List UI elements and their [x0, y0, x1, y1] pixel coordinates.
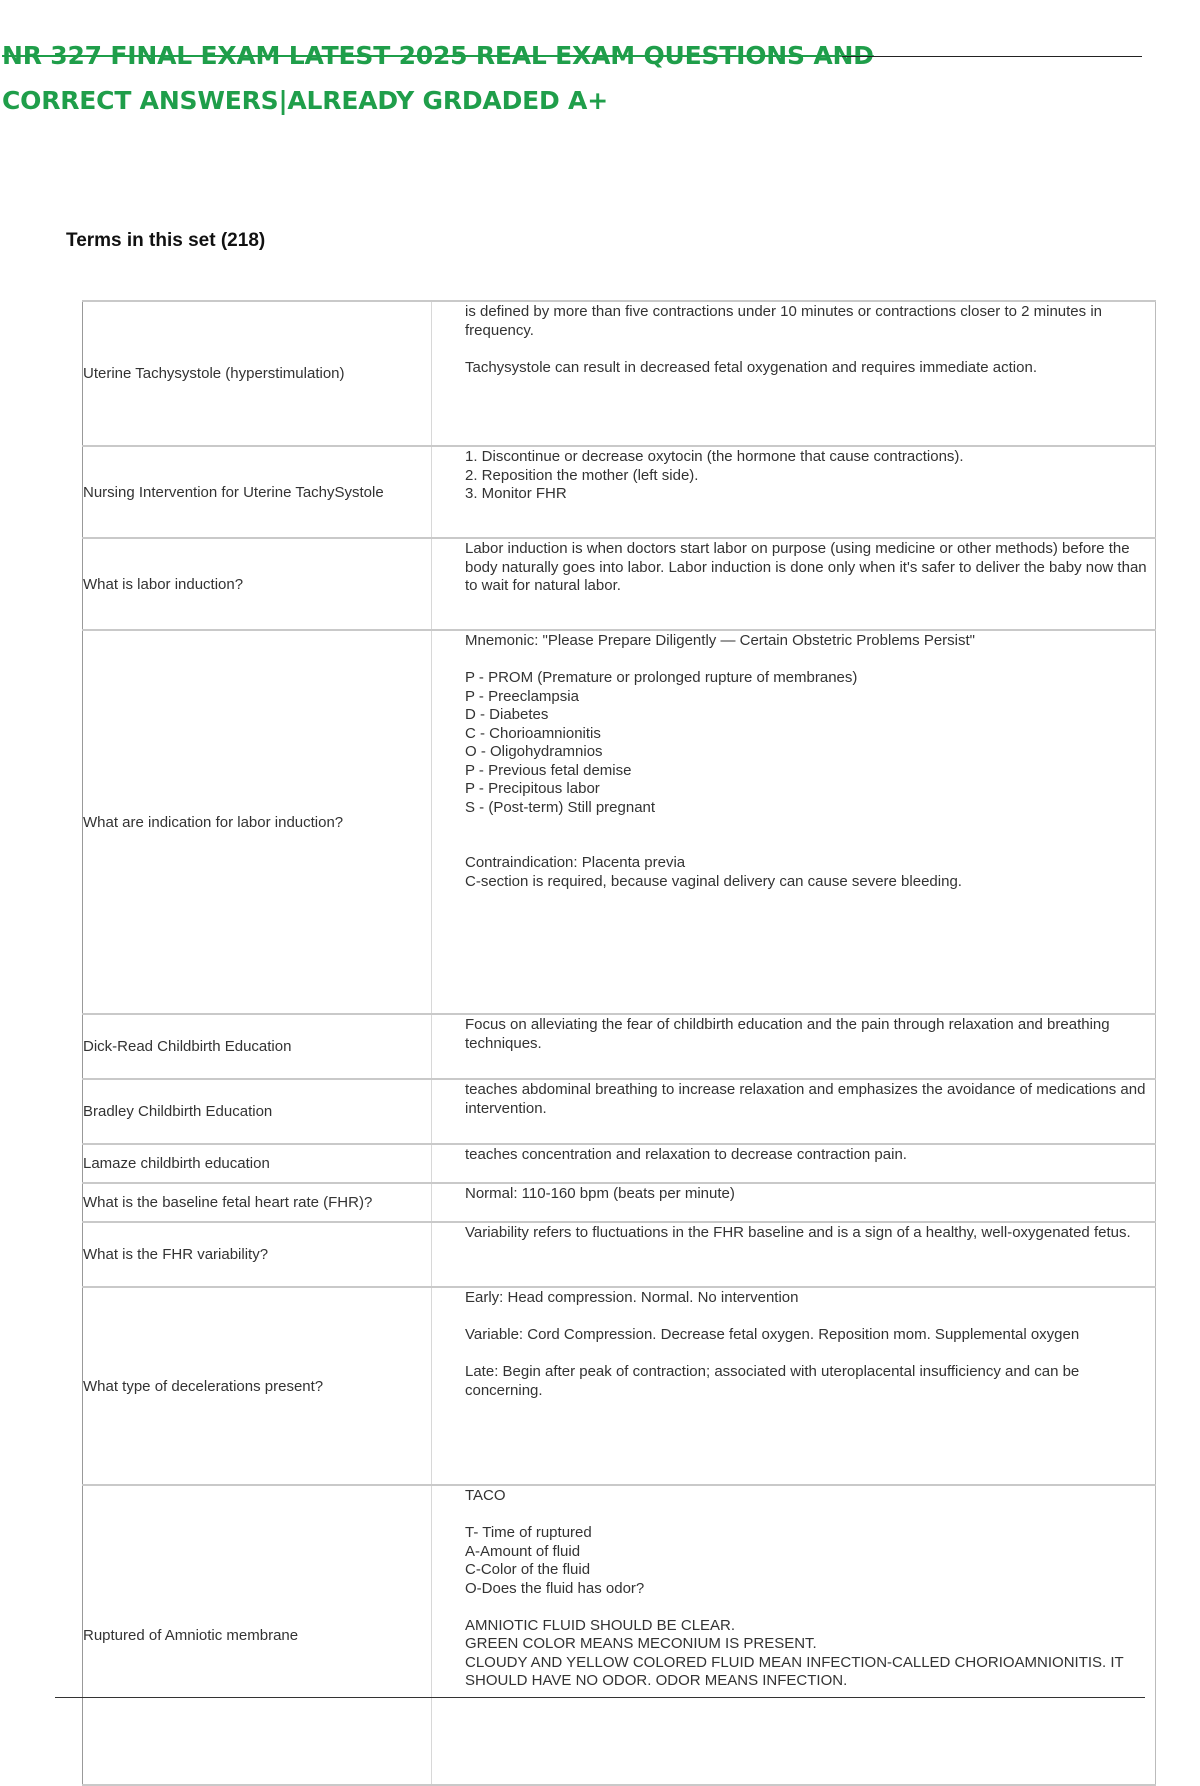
- table-row: [83, 630, 1156, 1014]
- definition-cell: [432, 1014, 1156, 1079]
- table-row: [83, 301, 1156, 446]
- table-row: [83, 1014, 1156, 1079]
- definition-text: Early: Head compression. Normal. No intervention Variable: Cord Compression. Decrease fetal oxygen. Reposition mom. Supplemental oxygen Late: Begin after peak of contraction; associated with uteroplacental insufficiency and can be concerning.: [465, 1289, 1080, 1399]
- table-row: [83, 446, 1156, 538]
- term-cell: What is labor induction?: [83, 538, 432, 630]
- definition-text: TACO T- Time of ruptured A-Amount of fluid C-Color of the fluid O-Does the fluid has odor? AMNIOTIC FLUID SHOULD BE CLEAR. GREEN COLOR MEANS MECONIUM IS PRESENT. CLOUDY AND YELLOW COLORED FLUID MEAN INFECTION-CALLED CHORIOAMNIONITIS. IT SHOULD HAVE NO ODOR. ODOR MEANS INFECTION.: [465, 1487, 1124, 1689]
- definition-cell: [432, 538, 1156, 630]
- definition-text: teaches concentration and relaxation to decrease contraction pain.: [465, 1146, 907, 1163]
- table-row: [83, 1183, 1156, 1222]
- page-bottom-rule: [55, 1697, 1145, 1698]
- definition-cell: [432, 446, 1156, 538]
- definition-text: teaches abdominal breathing to increase relaxation and emphasizes the avoidance of medications and intervention.: [465, 1081, 1146, 1117]
- term-cell: Ruptured of Amniotic membrane: [83, 1485, 432, 1785]
- title-line-1: NR 327 FINAL EXAM LATEST 2025 REAL EXAM QUESTIONS AND: [2, 41, 874, 70]
- title-line-2: CORRECT ANSWERS|ALREADY GRDADED A+: [2, 86, 608, 115]
- table-row: [83, 1144, 1156, 1183]
- term-cell: What is the baseline fetal heart rate (FHR)?: [83, 1183, 432, 1222]
- table-row: [83, 538, 1156, 630]
- term-cell: Bradley Childbirth Education: [83, 1079, 432, 1144]
- term-cell: Lamaze childbirth education: [83, 1144, 432, 1183]
- table-row: [83, 1287, 1156, 1485]
- term-cell: Dick-Read Childbirth Education: [83, 1014, 432, 1079]
- term-cell: What are indication for labor induction?: [83, 630, 432, 1014]
- definition-text: is defined by more than five contractions under 10 minutes or contractions closer to 2 minutes in frequency. Tachysystole can result in decreased fetal oxygenation and requires immediate action.: [465, 303, 1102, 376]
- definition-text: Labor induction is when doctors start labor on purpose (using medicine or other methods) before the body naturally goes into labor. Labor induction is done only when it's safer to deliver the baby now than to wait for natural labor.: [465, 540, 1147, 594]
- definition-text: Mnemonic: "Please Prepare Diligently — Certain Obstetric Problems Persist" P - PROM (Premature or prolonged rupture of membranes) P - Preeclampsia D - Diabetes C - Chorioamnionitis O - Oligohydramnios P - Previous fetal demise P - Precipitous labor S - (Post-term) Still pregnant Contraindication: Placenta previa C-section is required, because vaginal delivery can cause severe bleeding.: [465, 632, 975, 890]
- definition-cell: [432, 630, 1156, 1014]
- definition-text: Variability refers to fluctuations in the FHR baseline and is a sign of a healthy, well-oxygenated fetus.: [465, 1224, 1131, 1241]
- definition-cell: [432, 1222, 1156, 1287]
- definition-cell: [432, 1485, 1156, 1785]
- definition-cell: [432, 1079, 1156, 1144]
- term-cell: Uterine Tachysystole (hyperstimulation): [83, 301, 432, 446]
- table-row: [83, 1485, 1156, 1785]
- document-title: [2, 33, 1142, 123]
- terms-table: [82, 300, 1156, 1786]
- definition-cell: [432, 1183, 1156, 1222]
- definition-text: Focus on alleviating the fear of childbirth education and the pain through relaxation and breathing techniques.: [465, 1016, 1110, 1052]
- definition-cell: [432, 1144, 1156, 1183]
- definition-text: 1. Discontinue or decrease oxytocin (the hormone that cause contractions). 2. Reposition the mother (left side). 3. Monitor FHR: [465, 448, 964, 502]
- term-cell: What is the FHR variability?: [83, 1222, 432, 1287]
- definition-cell: [432, 301, 1156, 446]
- definition-text: Normal: 110-160 bpm (beats per minute): [465, 1185, 735, 1202]
- term-cell: What type of decelerations present?: [83, 1287, 432, 1485]
- term-cell: Nursing Intervention for Uterine TachySystole: [83, 446, 432, 538]
- table-row: [83, 1079, 1156, 1144]
- definition-cell: [432, 1287, 1156, 1485]
- terms-heading: Terms in this set (218): [66, 230, 266, 251]
- table-row: [83, 1222, 1156, 1287]
- title-rule: [842, 56, 1142, 57]
